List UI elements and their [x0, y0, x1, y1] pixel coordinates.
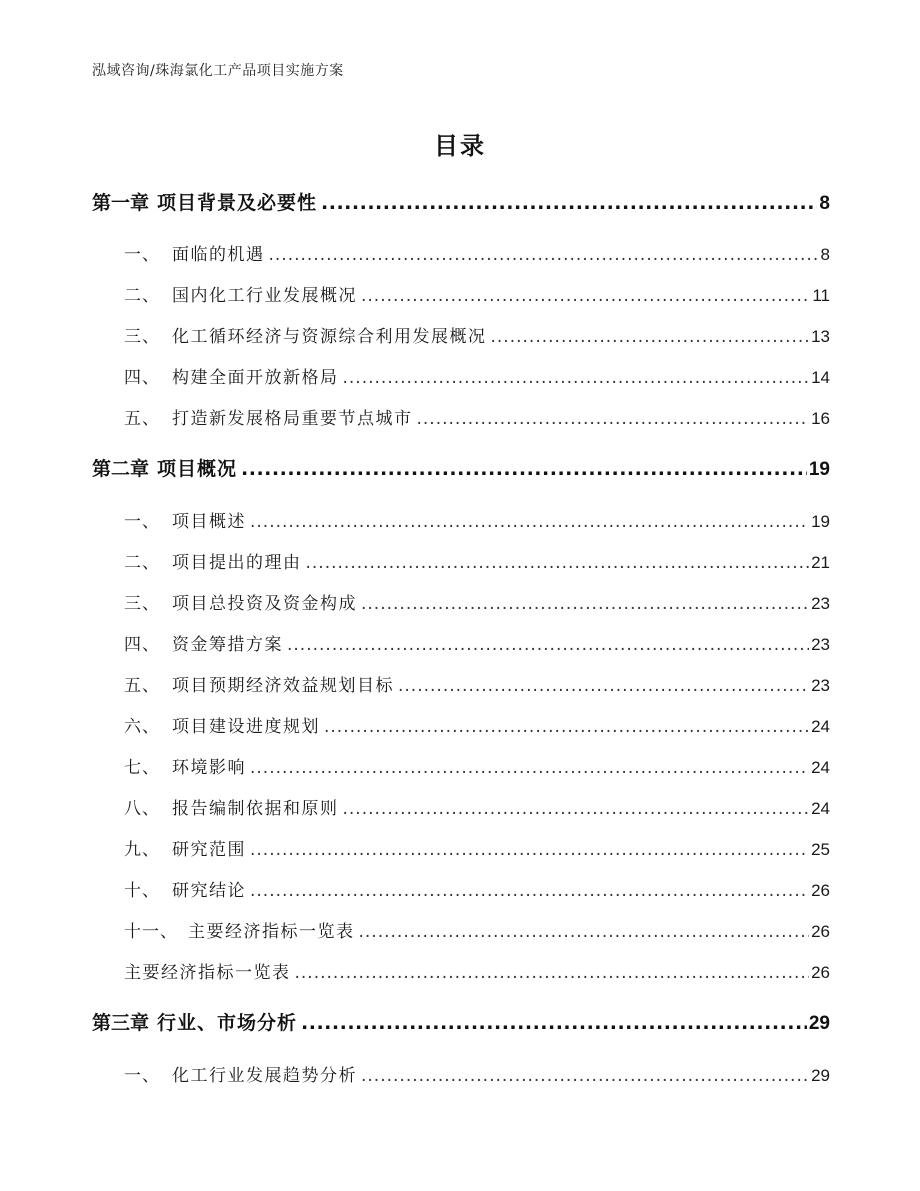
leader-dots	[250, 840, 809, 860]
toc-section[interactable]	[124, 322, 830, 347]
section-title: 资金筹措方案	[172, 635, 283, 655]
leader-dots	[361, 594, 809, 614]
page-number: 8	[820, 245, 830, 264]
section-title: 国内化工行业发展概况	[172, 286, 357, 306]
toc-section[interactable]	[124, 404, 830, 429]
leader-dots	[417, 409, 810, 429]
section-number: 六、	[124, 717, 160, 737]
toc-section[interactable]	[124, 589, 830, 614]
section-title: 报告编制依据和原则	[172, 799, 339, 819]
page-number: 26	[811, 881, 830, 900]
section-number: 七、	[124, 758, 160, 778]
section-title: 项目预期经济效益规划目标	[172, 676, 394, 696]
chapter-title: 项目概况	[157, 458, 238, 480]
leader-dots	[241, 458, 807, 480]
section-number: 五、	[124, 409, 160, 429]
leader-dots	[287, 635, 809, 655]
toc-section[interactable]	[124, 507, 830, 532]
page-number: 16	[811, 409, 830, 428]
toc-section[interactable]	[124, 671, 830, 696]
page-number: 23	[811, 594, 830, 613]
leader-dots	[343, 799, 810, 819]
toc-section[interactable]	[124, 363, 830, 388]
page-number: 24	[811, 758, 830, 777]
section-title: 面临的机遇	[172, 245, 265, 265]
toc-chapter-1[interactable]	[92, 188, 830, 215]
section-title: 项目建设进度规划	[172, 717, 320, 737]
leader-dots	[324, 717, 809, 737]
toc-section[interactable]	[124, 1061, 830, 1086]
section-number: 二、	[124, 286, 160, 306]
section-number: 四、	[124, 635, 160, 655]
leader-dots	[250, 881, 809, 901]
section-number: 二、	[124, 553, 160, 573]
leader-dots	[295, 963, 810, 983]
page-number: 29	[811, 1066, 830, 1085]
chapter-title: 项目背景及必要性	[157, 192, 318, 214]
chapter-title: 行业、市场分析	[157, 1012, 298, 1034]
toc-section[interactable]	[124, 753, 830, 778]
section-number: 十、	[124, 881, 160, 901]
leader-dots	[269, 245, 819, 265]
leader-dots	[306, 553, 810, 573]
page-number: 19	[808, 459, 830, 480]
section-title: 项目总投资及资金构成	[172, 594, 357, 614]
section-number: 三、	[124, 594, 160, 614]
toc-section[interactable]	[124, 835, 830, 860]
toc-section[interactable]	[124, 876, 830, 901]
section-title: 研究范围	[172, 840, 246, 860]
toc-section[interactable]	[124, 794, 830, 819]
leader-dots	[250, 758, 809, 778]
section-title: 项目提出的理由	[172, 553, 302, 573]
page-number: 13	[811, 327, 830, 346]
page-number: 24	[811, 799, 830, 818]
toc-chapter-3[interactable]	[92, 1008, 830, 1035]
toc-section[interactable]	[124, 712, 830, 737]
page-number: 26	[811, 922, 830, 941]
leader-dots	[491, 327, 810, 347]
section-title: 研究结论	[172, 881, 246, 901]
section-number: 四、	[124, 368, 160, 388]
section-number: 一、	[124, 245, 160, 265]
page-header: 泓域咨询/珠海氯化工产品项目实施方案	[92, 63, 344, 79]
page-number: 29	[808, 1013, 830, 1034]
page-number: 21	[811, 553, 830, 572]
page-number: 24	[811, 717, 830, 736]
chapter-number: 第一章	[92, 192, 150, 214]
toc-section[interactable]	[124, 548, 830, 573]
toc-section[interactable]	[124, 630, 830, 655]
leader-dots	[301, 1012, 807, 1034]
section-number: 九、	[124, 840, 160, 860]
toc-chapter-2[interactable]	[92, 454, 830, 481]
section-number: 五、	[124, 676, 160, 696]
leader-dots	[361, 1066, 809, 1086]
page-number: 19	[811, 512, 830, 531]
leader-dots	[398, 676, 809, 696]
page-number: 11	[812, 286, 830, 305]
section-title: 环境影响	[172, 758, 246, 778]
leader-dots	[361, 286, 810, 306]
leader-dots	[321, 192, 817, 214]
page-number: 25	[811, 840, 830, 859]
page-number: 23	[811, 635, 830, 654]
leader-dots	[359, 922, 810, 942]
toc-section[interactable]	[124, 917, 830, 942]
section-number: 三、	[124, 327, 160, 347]
leader-dots	[250, 512, 809, 532]
chapter-number: 第三章	[92, 1012, 150, 1034]
section-title: 化工行业发展趋势分析	[172, 1066, 357, 1086]
section-number: 八、	[124, 799, 160, 819]
toc-table-entry[interactable]	[124, 958, 830, 983]
section-title: 打造新发展格局重要节点城市	[172, 409, 413, 429]
page-number: 14	[811, 368, 830, 387]
page-number: 26	[811, 963, 830, 982]
toc-section[interactable]	[124, 281, 830, 306]
leader-dots	[343, 368, 810, 388]
section-number: 十一、	[124, 922, 178, 942]
page-number: 8	[819, 193, 830, 214]
section-title: 主要经济指标一览表	[188, 922, 355, 942]
section-title: 主要经济指标一览表	[124, 963, 291, 983]
toc-section[interactable]	[124, 240, 830, 265]
chapter-number: 第二章	[92, 458, 150, 480]
page-title: 目录	[434, 132, 486, 160]
section-number: 一、	[124, 1066, 160, 1086]
section-title: 构建全面开放新格局	[172, 368, 339, 388]
section-title: 项目概述	[172, 512, 246, 532]
section-number: 一、	[124, 512, 160, 532]
section-title: 化工循环经济与资源综合利用发展概况	[172, 327, 487, 347]
page-number: 23	[811, 676, 830, 695]
